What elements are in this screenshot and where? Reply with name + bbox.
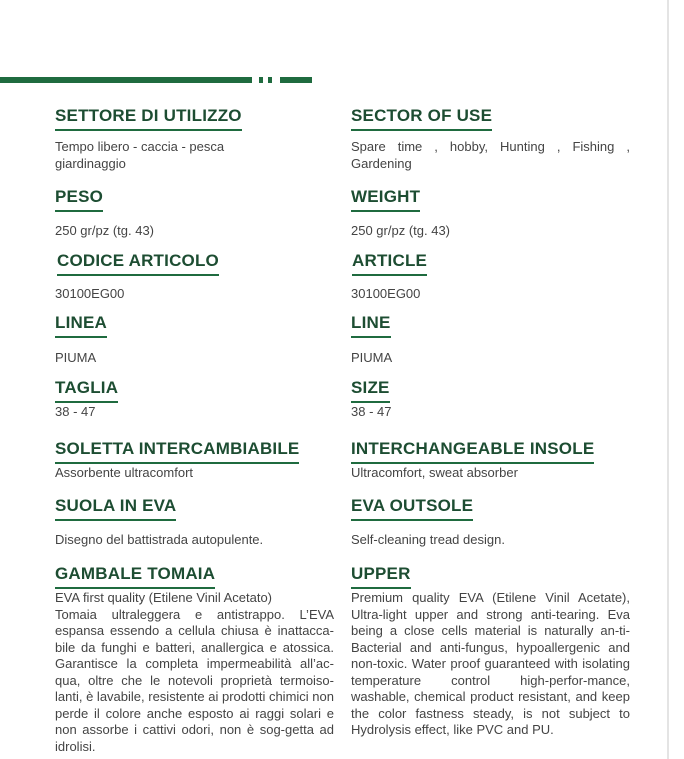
- section-insole: [351, 439, 630, 482]
- section-linea: [55, 313, 334, 367]
- section-size: [351, 378, 630, 421]
- section-settore: [55, 106, 334, 172]
- section-line: [351, 313, 630, 367]
- section-upper: [351, 564, 630, 739]
- section-title: UPPER: [351, 564, 411, 589]
- section-title: SECTOR OF USE: [351, 106, 492, 131]
- section-outsole: [351, 496, 630, 549]
- section-title: PESO: [55, 187, 103, 212]
- section-taglia: [55, 378, 334, 421]
- header-rule-segment: [280, 77, 312, 83]
- section-sector: [351, 106, 630, 172]
- section-text: Self-cleaning tread design.: [351, 532, 505, 547]
- section-text: 38 - 47: [351, 404, 392, 419]
- section-title: CODICE ARTICOLO: [57, 251, 219, 276]
- section-text: Ultracomfort, sweat absorber: [351, 465, 518, 480]
- section-title: SOLETTA INTERCAMBIABILE: [55, 439, 299, 464]
- section-text: Tempo libero - caccia - pesca: [55, 139, 225, 154]
- section-text: PIUMA: [351, 350, 393, 365]
- section-gambale: [55, 564, 334, 755]
- section-title: WEIGHT: [351, 187, 420, 212]
- section-title: EVA OUTSOLE: [351, 496, 473, 521]
- section-text: Gardening: [351, 155, 412, 171]
- section-soletta: [55, 439, 334, 482]
- section-title: LINEA: [55, 313, 107, 338]
- section-text: 250 gr/pz (tg. 43): [55, 223, 154, 238]
- section-text: EVA first quality (Etilene Vinil Acetato): [55, 590, 273, 605]
- section-text: Tomaia ultraleggera e antistrappo. L’EVA espansa essendo a cellula chiusa è inattacca-bile da funghi e batteri, anallergica e atossica. Garantisce la completa impermeabilità all’ac-qua, oltre che le notevoli proprietà termoiso-lanti, è lavabile, resistente ai prodotti chimici non perde il colore anche esposto ai raggi solari e non assorbe i cattivi odori, non è sog-getta ad idrolisi.: [55, 606, 334, 754]
- section-article: [351, 251, 630, 303]
- section-text: Assorbente ultracomfort: [55, 465, 194, 480]
- section-text: 30100EG00: [351, 286, 421, 301]
- header-rule-dot: [259, 77, 263, 83]
- header-rule: [0, 77, 252, 83]
- section-suola: [55, 496, 334, 549]
- section-title: TAGLIA: [55, 378, 118, 403]
- section-codice: [55, 251, 334, 303]
- section-text: giardinaggio: [55, 155, 126, 171]
- section-title: LINE: [351, 313, 391, 338]
- section-peso: [55, 187, 334, 240]
- section-text: Spare time , hobby, Hunting , Fishing ,: [351, 139, 630, 154]
- section-title: GAMBALE TOMAIA: [55, 564, 215, 589]
- section-weight: [351, 187, 630, 240]
- section-text: 38 - 47: [55, 404, 96, 419]
- section-text: Premium quality EVA (Etilene Vinil Acetate), Ultra-light upper and strong anti-tearing. Eva being a close cells material is naturally an-ti-Bacterial and anti-fungus, hypoallergenic and non-toxic. Water proof guaranteed with isolating temperature control high-perfor-mance, washable, chemical product resistant, and keep the color fastness steady, is not subject to Hydrolysis effect, like PVC and PU.: [351, 590, 630, 737]
- section-title: SUOLA IN EVA: [55, 496, 176, 521]
- header-rule-dot: [268, 77, 272, 83]
- page-edge-line: [667, 0, 669, 759]
- section-text: PIUMA: [55, 350, 97, 365]
- section-text: Disegno del battistrada autopulente.: [55, 532, 264, 547]
- section-title: SETTORE DI UTILIZZO: [55, 106, 242, 131]
- section-title: INTERCHANGEABLE INSOLE: [351, 439, 594, 464]
- section-text: 250 gr/pz (tg. 43): [351, 223, 450, 238]
- section-title: SIZE: [351, 378, 390, 403]
- section-text: 30100EG00: [55, 286, 125, 301]
- section-title: ARTICLE: [352, 251, 427, 276]
